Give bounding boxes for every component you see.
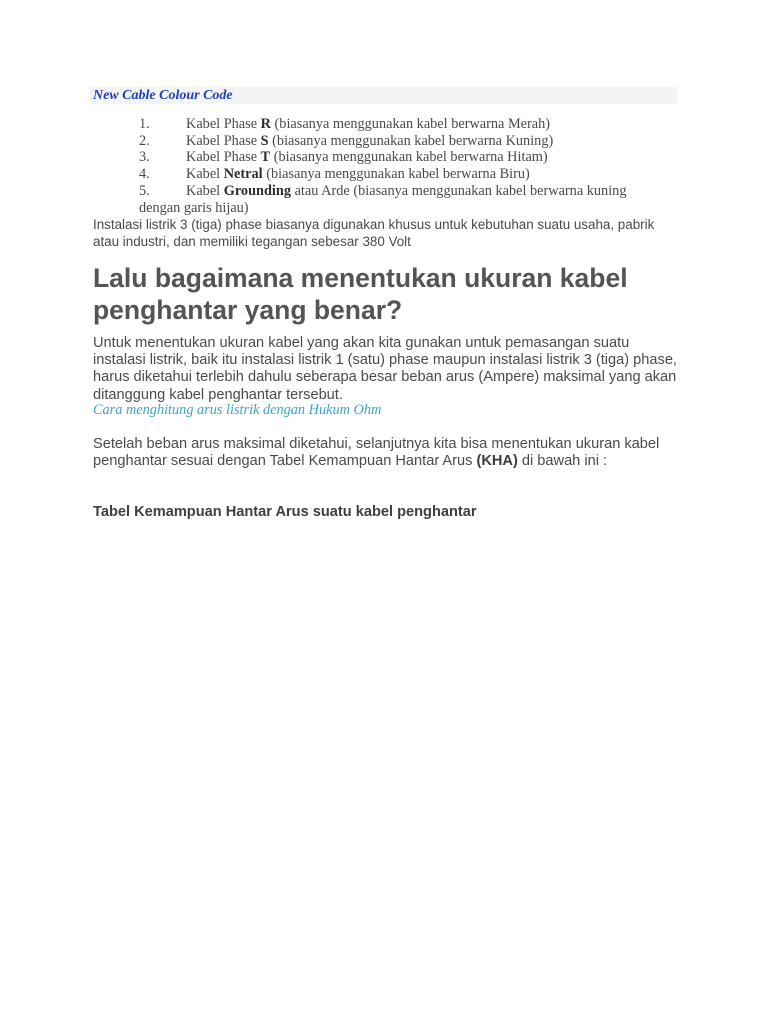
list-item-text-pre: Kabel [186,166,224,183]
list-item-text-post: atau Arde (biasanya menggunakan kabel berwarna kuning [291,182,627,199]
kha-paragraph [93,436,683,470]
list-item [139,116,684,133]
ohm-law-link[interactable]: Cara menghitung arus listrik dengan Hukum Ohm [93,402,382,418]
list-item-text-pre: Kabel [186,182,224,199]
list-item-text-post: (biasanya menggunakan kabel berwarna Hitam) [270,149,548,166]
list-item-number: 4. [139,166,150,183]
list-item-text-pre: Kabel Phase [186,132,261,149]
page-title: Lalu bagaimana menentukan ukuran kabel penghantar yang benar? [93,263,628,325]
list-item-bold: S [260,132,269,149]
list-item-bold: Grounding [223,182,292,199]
list-item-text-pre: Kabel Phase [186,116,261,132]
list-item-bold: Netral [223,166,263,183]
list-item [139,133,684,150]
list-item-text-post: (biasanya menggunakan kabel berwarna Kuning) [268,132,554,149]
list-item [139,149,684,166]
list-item-text-post: (biasanya menggunakan kabel berwarna Biru) [262,166,530,183]
list-item-text-pre: Kabel Phase [186,149,261,166]
kha-abbrev: (KHA) [476,453,518,470]
list-item-text-post: (biasanya menggunakan kabel berwarna Merah) [270,116,551,132]
intro-paragraph: Untuk menentukan ukuran kabel yang akan kita gunakan untuk pemasangan suatu instalasi listrik, baik itu instalasi listrik 1 (satu) phase maupun instalasi listrik 3 (tiga) phase, harus diketahui terlebih dahulu seberapa besar beban arus (Ampere) maksimal yang akan ditanggung kabel penghantar tersebut. [93,335,677,403]
kha-paragraph-post: di bawah ini : [517,453,608,470]
list-item-number: 1. [139,116,150,132]
list-item-bold: T [260,149,271,166]
three-phase-note: Instalasi listrik 3 (tiga) phase biasanya digunakan khusus untuk kebutuhan suatu usaha, pabrik atau industri, dan memiliki tegangan sebesar 380 Volt [93,217,655,249]
list-item-number: 5. [139,182,150,199]
list-item-bold: R [260,116,271,132]
cable-colour-code-link[interactable]: New Cable Colour Code [93,88,233,103]
list-item-continuation: dengan garis hijau) [139,199,249,216]
cable-colour-list [139,116,684,216]
kha-paragraph-pre: Setelah beban arus maksimal diketahui, selanjutnya kita bisa menentukan ukuran kabel penghantar sesuai dengan Tabel Kemampuan Hantar Arus [93,436,660,470]
table-title: Tabel Kemampuan Hantar Arus suatu kabel penghantar [93,504,477,520]
list-item-number: 3. [139,149,150,166]
list-item [139,183,684,216]
list-item-number: 2. [139,132,150,149]
list-item [139,166,684,183]
